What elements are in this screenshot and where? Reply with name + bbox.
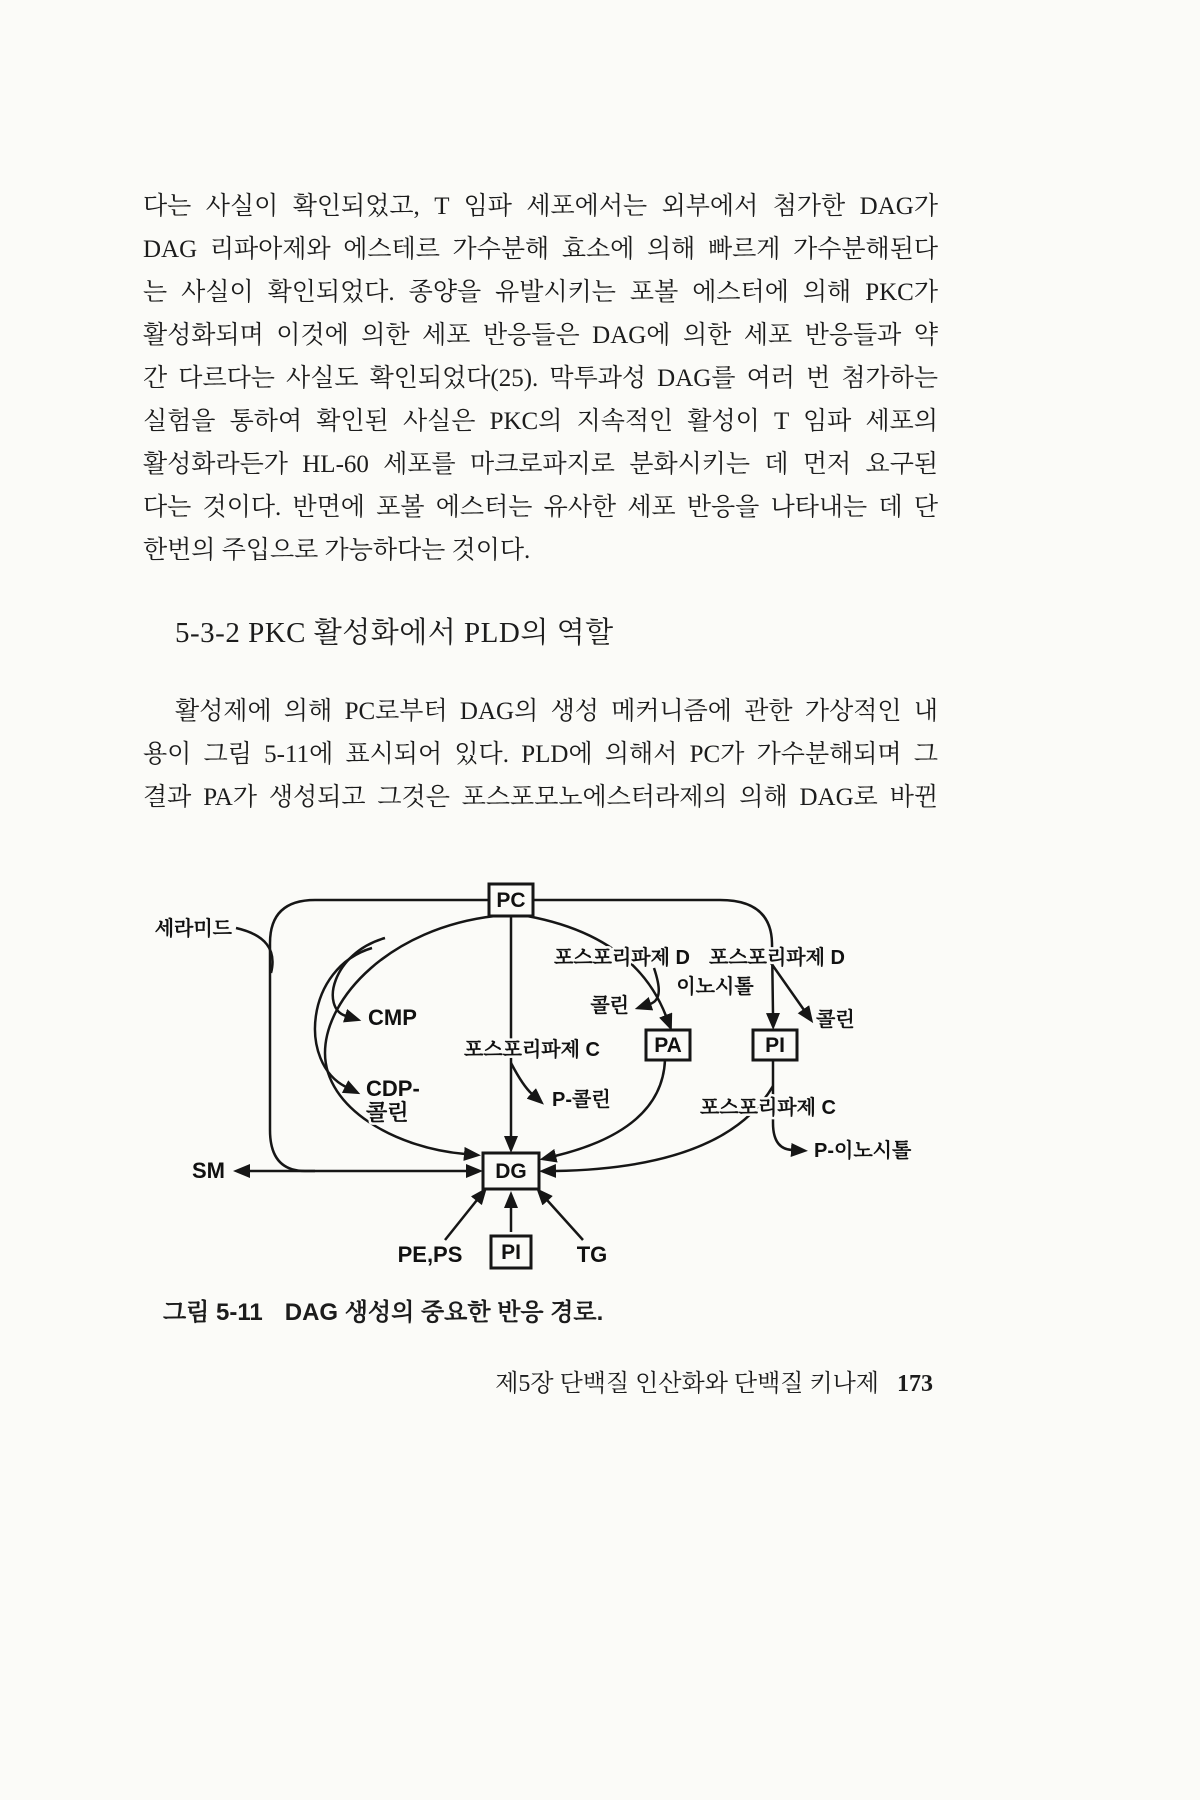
figure-diagram (140, 868, 940, 1298)
label-pld-right: 포스포리파제 D (709, 947, 845, 969)
arrow-ellipse-left-to-dg (325, 916, 495, 1154)
section-heading: 5-3-2 PKC 활성화에서 PLD의 역할 (175, 617, 614, 649)
arrow-to-cdp-choline (315, 948, 372, 1087)
arrow-tg-to-dg (547, 1200, 583, 1240)
box-pa-label: PA (654, 1034, 682, 1057)
label-cdp-line1: CDP- (366, 1076, 420, 1101)
arrow-peps-to-dg (445, 1200, 477, 1240)
label-choline-left: 콜린 (590, 995, 629, 1017)
body-line: 용이 그림 5-11에 표시되어 있다. PLD에 의해서 PC가 가수분해되며 그 (143, 741, 938, 768)
body-line: 실험을 통하여 확인된 사실은 PKC의 지속적인 활성이 T 임파 세포의 (143, 408, 938, 435)
label-pe-ps: PE,PS (397, 1242, 463, 1267)
body-line: 다는 것이다. 반면에 포볼 에스터는 유사한 세포 반응을 나타내는 데 단 (143, 494, 938, 521)
body-line: DAG 리파아제와 에스테르 가수분해 효소에 의해 빠르게 가수분해된다 (143, 236, 938, 263)
footer-page-number: 173 (897, 1371, 933, 1397)
box-pi-bottom-label: PI (501, 1241, 521, 1264)
label-tg: TG (576, 1242, 608, 1267)
label-plc-right: 포스포리파제 C (700, 1097, 836, 1119)
line-ceramide-join (236, 928, 273, 973)
body-line: 간 다르다는 사실도 확인되었다(25). 막투과성 DAG를 여러 번 첨가하는 (143, 365, 938, 392)
figure-caption (163, 1295, 603, 1331)
figure-caption-label: 그림 5-11 (163, 1299, 263, 1326)
label-p-choline: P-콜린 (552, 1089, 611, 1111)
body-line: 활성화되며 이것에 의한 세포 반응들은 DAG에 의한 세포 반응들과 약 (143, 322, 938, 349)
body-line: 다는 사실이 확인되었고, T 임파 세포에서는 외부에서 첨가한 DAG가 (143, 193, 938, 220)
body-line: 는 사실이 확인되었다. 종양을 유발시키는 포볼 에스터에 의해 PKC가 (143, 279, 938, 306)
arrow-to-p-choline (511, 1063, 532, 1094)
label-pld-left: 포스포리파제 D (554, 947, 690, 969)
box-pi-right-label: PI (765, 1034, 785, 1057)
label-sm: SM (192, 1158, 225, 1183)
label-cmp: CMP (368, 1005, 417, 1030)
footer-chapter-title: 제5장 단백질 인산화와 단백질 키나제 (495, 1371, 879, 1397)
label-cdp-line2: 콜린 (366, 1100, 409, 1125)
page-footer (143, 1367, 933, 1401)
body-line: 활성화라든가 HL-60 세포를 마크로파지로 분화시키는 데 먼저 요구된 (143, 451, 938, 478)
label-choline-right: 콜린 (816, 1009, 855, 1031)
label-p-inositol: P-이노시톨 (814, 1140, 912, 1162)
box-pc-label: PC (496, 889, 526, 912)
label-ceramide: 세라미드 (154, 918, 232, 940)
label-inositol: 이노시톨 (676, 976, 754, 998)
label-plc-center: 포스포리파제 C (464, 1039, 600, 1061)
paragraph-1 (143, 185, 938, 572)
body-line: 한번의 주입으로 가능하다는 것이다. (143, 537, 531, 564)
pathway-diagram (140, 868, 940, 1298)
paragraph-2 (143, 690, 938, 819)
arrow-to-choline-right (771, 963, 804, 1010)
box-dg-label: DG (495, 1160, 527, 1183)
body-line: 활성제에 의해 PC로부터 DAG의 생성 메커니즘에 관한 가상적인 내 (175, 698, 938, 725)
figure-caption-text: DAG 생성의 중요한 반응 경로. (284, 1299, 604, 1326)
body-line: 결과 PA가 생성되고 그것은 포스포모노에스터라제의 의해 DAG로 바뀐 (143, 784, 938, 811)
